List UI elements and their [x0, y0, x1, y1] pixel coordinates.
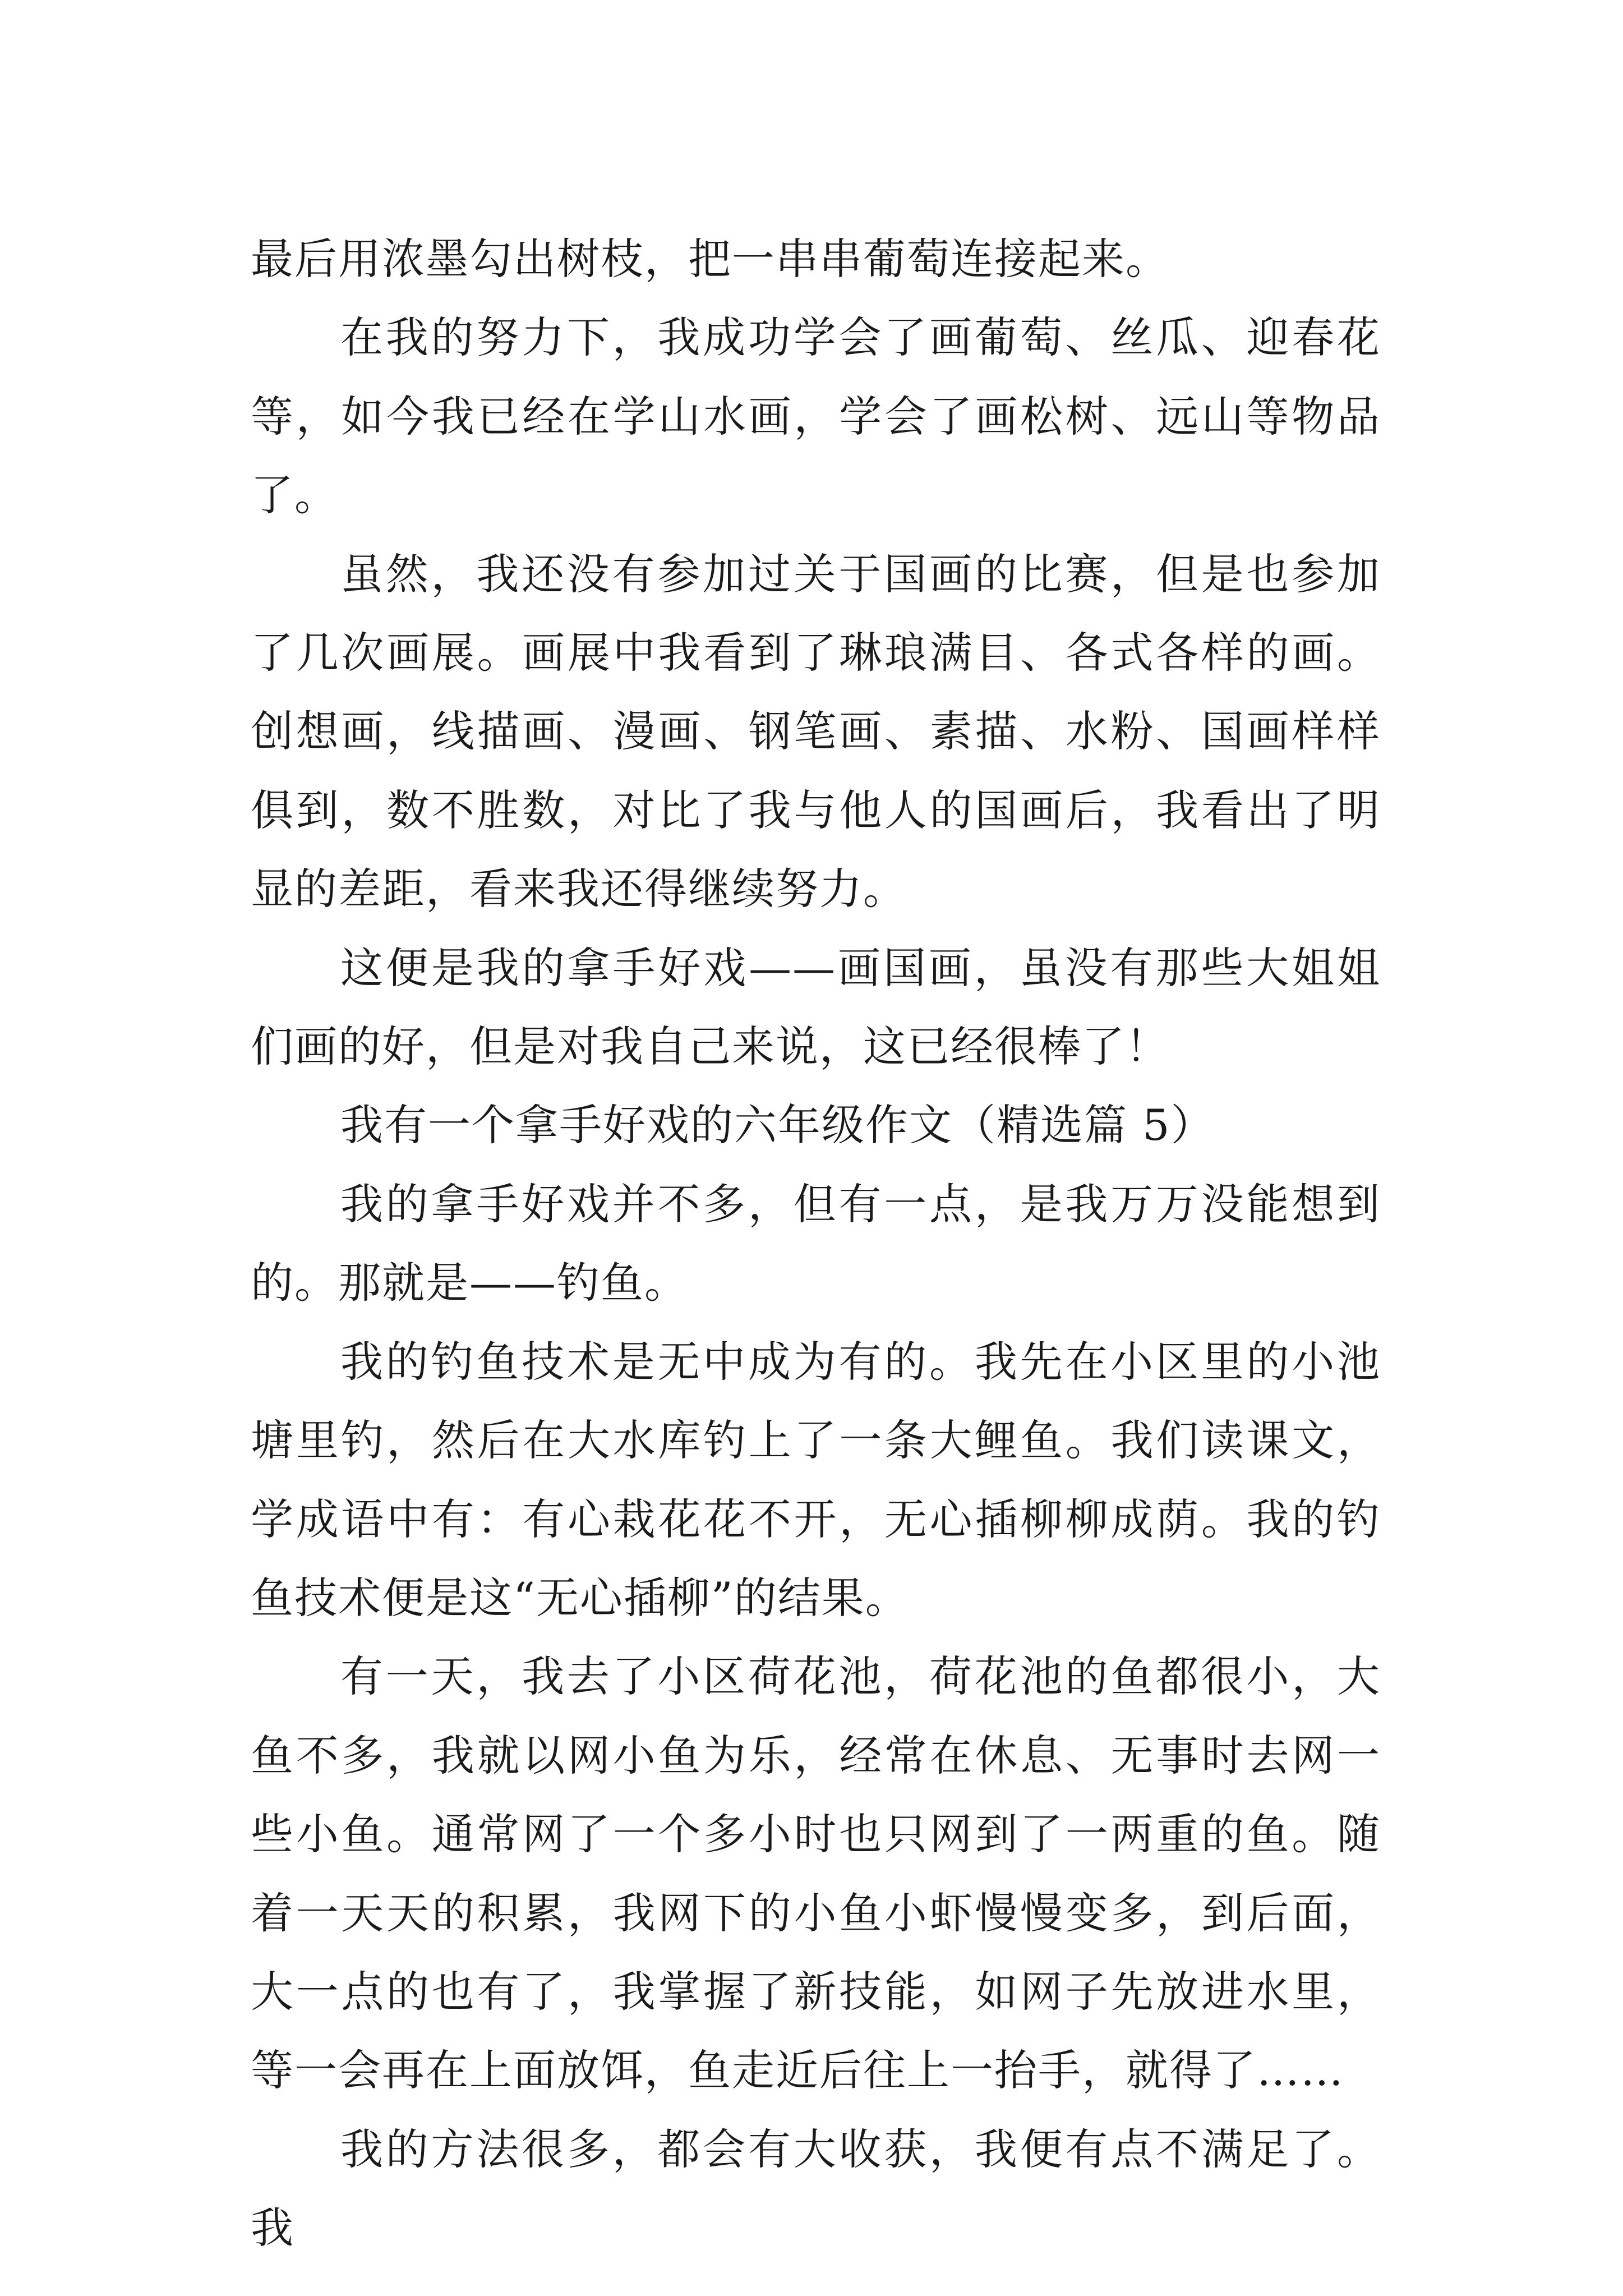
section-heading: 我有一个拿手好戏的六年级作文（精选篇 5） [340, 1100, 1215, 1151]
paragraph-5: 我的拿手好戏并不多，但有一点，是我万万没能想到的。那就是——钓鱼。 [251, 1179, 1381, 1308]
paragraph-6: 我的钓鱼技术是无中成为有的。我先在小区里的小池塘里钓，然后在大水库钓上了一条大鲤鱼。我们读课文，学成语中有：有心栽花花不开，无心插柳柳成荫。我的钓鱼技术便是这“无心插柳”的结果。 [251, 1336, 1381, 1623]
paragraph-4: 这便是我的拿手好戏——画国画，虽没有那些大姐姐们画的好，但是对我自己来说，这已经很棒了！ [251, 942, 1381, 1072]
paragraph-1: 最后用浓墨勾出树枝，把一串串葡萄连接起来。 [251, 234, 1169, 284]
document-body [251, 220, 1381, 2268]
paragraph-8: 我的方法很多，都会有大收获，我便有点不满足了。我 [251, 2124, 1381, 2253]
paragraph-3: 虽然，我还没有参加过关于国画的比赛，但是也参加了几次画展。画展中我看到了琳琅满目、各式各样的画。创想画，线描画、漫画、钢笔画、素描、水粉、国画样样俱到，数不胜数，对比了我与他人的国画后，我看出了明显的差距，看来我还得继续努力。 [251, 549, 1381, 914]
paragraph-2: 在我的努力下，我成功学会了画葡萄、丝瓜、迎春花等，如今我已经在学山水画，学会了画松树、远山等物品了。 [251, 312, 1381, 521]
paragraph-7: 有一天，我去了小区荷花池，荷花池的鱼都很小，大鱼不多，我就以网小鱼为乐，经常在休息、无事时去网一些小鱼。通常网了一个多小时也只网到了一两重的鱼。随着一天天的积累，我网下的小鱼小虾慢慢变多，到后面，大一点的也有了，我掌握了新技能，如网子先放进水里，等一会再在上面放饵，鱼走近后往上一抬手，就得了…… [251, 1651, 1381, 2096]
